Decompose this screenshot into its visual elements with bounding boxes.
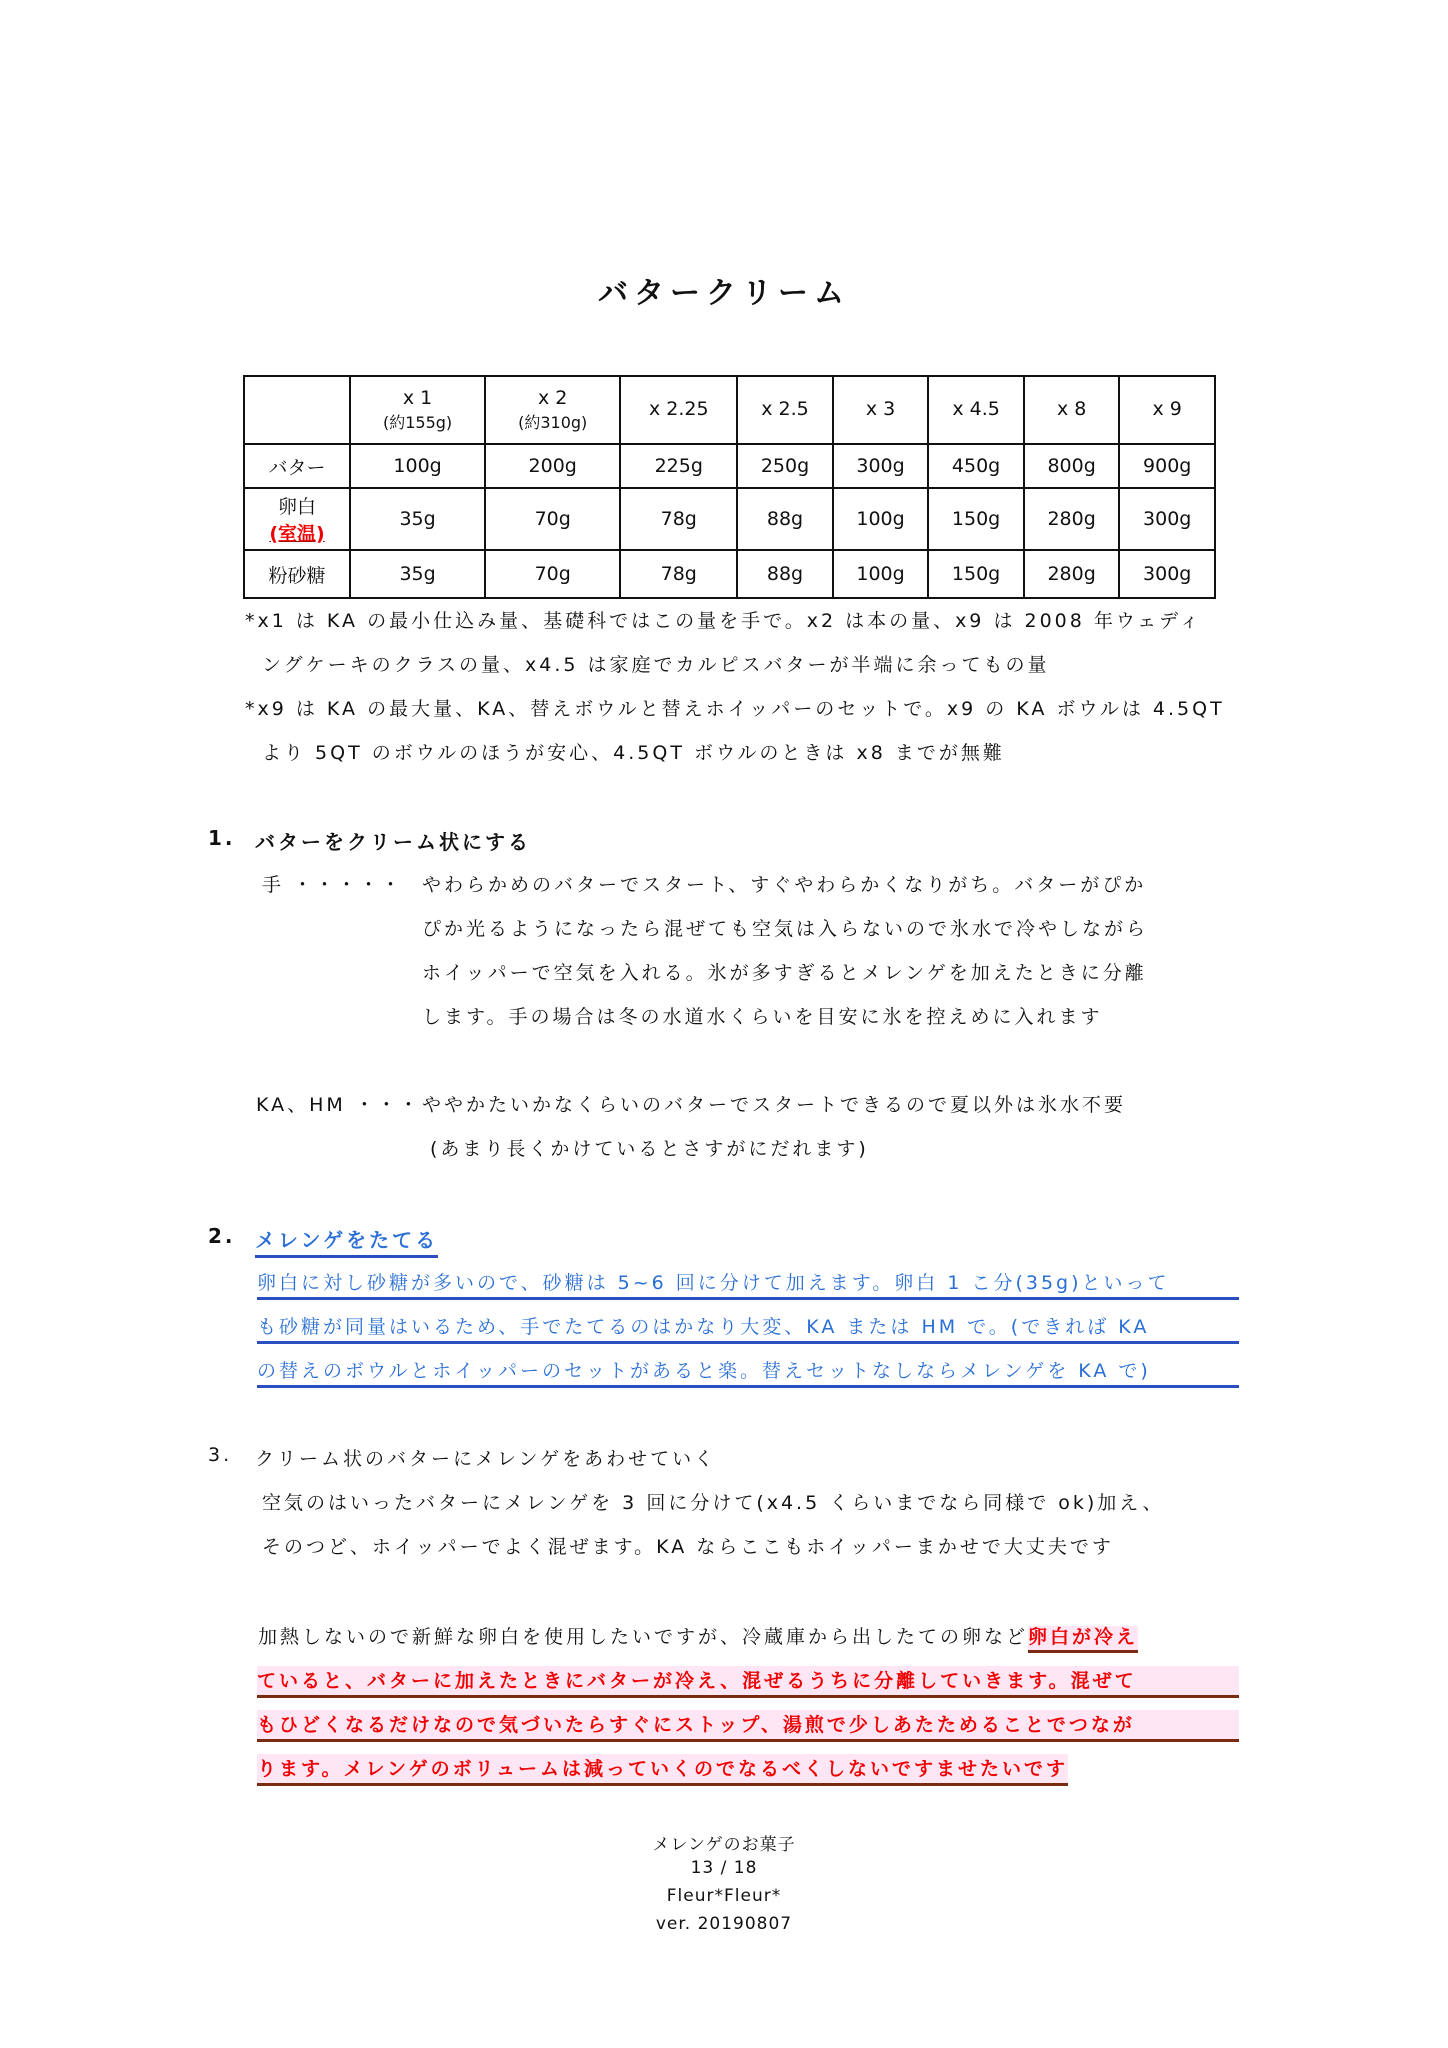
step2-heading: メレンゲをたてる xyxy=(255,1224,438,1258)
warning-line: ります。メレンゲのボリュームは減っていくのでなるべくしないですませたいです xyxy=(257,1754,1068,1786)
header-cell: x 4.5 xyxy=(928,376,1024,444)
step2-line: の替えのボウルとホイッパーのセットがあると楽。替えセットなしならメレンゲを KA で) xyxy=(257,1356,1239,1388)
row-label: 粉砂糖 xyxy=(244,550,350,598)
page-title: バタークリーム xyxy=(598,276,850,311)
approx-weight: (約310g) xyxy=(518,413,588,433)
cell: 100g xyxy=(350,444,485,488)
approx-weight: (約155g) xyxy=(382,413,453,433)
table-header-row xyxy=(244,376,1215,444)
header-cell: x 9 xyxy=(1119,376,1215,444)
cell: 280g xyxy=(1024,550,1120,598)
step3-line: 空気のはいったバターにメレンゲを 3 回に分けて(x4.5 くらいまでなら同様で ok)加え、 xyxy=(262,1492,1165,1514)
multiplier: x 1 xyxy=(402,387,433,410)
note-line: より 5QT のボウルのほうが安心、4.5QT ボウルのときは x8 までが無難 xyxy=(262,742,1005,764)
ka-line: ややかたいかなくらいのバターでスタートできるので夏以外は氷水不要 xyxy=(422,1094,1127,1116)
cell: 450g xyxy=(928,444,1024,488)
cell: 88g xyxy=(737,488,833,550)
note-line: ングケーキのクラスの量、x4.5 は家庭でカルピスバターが半端に余ってもの量 xyxy=(262,654,1050,676)
cell: 800g xyxy=(1024,444,1120,488)
ka-label: KA、HM ・・・ xyxy=(256,1094,421,1116)
cell: 250g xyxy=(737,444,833,488)
room-temp-note: (室温) xyxy=(269,523,325,545)
warning-line: ていると、バターに加えたときにバターが冷え、混ぜるうちに分離していきます。混ぜて xyxy=(257,1666,1239,1698)
table-row xyxy=(244,550,1215,598)
warning-line: もひどくなるだけなので気づいたらすぐにストップ、湯煎で少しあたためることでつなが xyxy=(257,1710,1239,1742)
table-row xyxy=(244,488,1215,550)
cell: 70g xyxy=(485,550,620,598)
cell: 150g xyxy=(928,488,1024,550)
step2-line: も砂糖が同量はいるため、手でたてるのはかなり大変、KA または HM で。(できれば KA xyxy=(257,1312,1239,1344)
cell: 150g xyxy=(928,550,1024,598)
footer-page-number: 13 / 18 xyxy=(690,1858,758,1878)
step3-heading: クリーム状のバターにメレンゲをあわせていく xyxy=(255,1448,717,1470)
cell: 300g xyxy=(1119,488,1215,550)
warning-highlight: 卵白が冷え xyxy=(1028,1626,1138,1653)
row-label xyxy=(244,488,350,550)
footer-book-title: メレンゲのお菓子 xyxy=(652,1835,796,1855)
note-line: *x9 は KA の最大量、KA、替えボウルと替えホイッパーのセットで。x9 の KA ボウルは 4.5QT xyxy=(245,698,1225,720)
cell: 70g xyxy=(485,488,620,550)
cell: 200g xyxy=(485,444,620,488)
multiplier: x 2 xyxy=(538,387,568,410)
cell: 300g xyxy=(833,444,929,488)
cell: 280g xyxy=(1024,488,1120,550)
step3-line: そのつど、ホイッパーでよく混ぜます。KA ならここもホイッパーまかせで大丈夫です xyxy=(262,1536,1114,1558)
cell: 900g xyxy=(1119,444,1215,488)
hand-label: 手 ・・・・・ xyxy=(262,874,404,896)
cell: 78g xyxy=(620,488,737,550)
cell: 78g xyxy=(620,550,737,598)
step1-number: 1. xyxy=(208,826,236,850)
ka-line: (あまり長くかけているとさすがにだれます) xyxy=(430,1138,869,1160)
cell: 88g xyxy=(737,550,833,598)
cell: 100g xyxy=(833,488,929,550)
header-cell: x 2.25 xyxy=(620,376,737,444)
header-cell: x 8 xyxy=(1024,376,1120,444)
cell: 35g xyxy=(350,550,485,598)
table-row xyxy=(244,444,1215,488)
header-cell: x 2.5 xyxy=(737,376,833,444)
hand-line: します。手の場合は冬の水道水くらいを目安に氷を控えめに入れます xyxy=(422,1006,1103,1028)
cell: 35g xyxy=(350,488,485,550)
cell: 225g xyxy=(620,444,737,488)
warning-intro-text: 加熱しないので新鮮な卵白を使用したいですが、冷蔵庫から出したての卵など xyxy=(258,1626,1029,1648)
hand-line: ぴか光るようになったら混ぜても空気は入らないので氷水で冷やしながら xyxy=(422,918,1149,940)
note-line: *x1 は KA の最小仕込み量、基礎科ではこの量を手で。x2 は本の量、x9 は 2008 年ウェディ xyxy=(245,610,1202,632)
footer-author: Fleur*Fleur* xyxy=(666,1886,782,1906)
header-cell xyxy=(244,376,350,444)
row-label-text: 卵白 xyxy=(277,496,316,518)
hand-line: やわらかめのバターでスタート、すぐやわらかくなりがち。バターがぴか xyxy=(422,874,1147,896)
header-cell xyxy=(350,376,485,444)
row-label: バター xyxy=(244,444,350,488)
header-cell: x 3 xyxy=(833,376,929,444)
hand-line: ホイッパーで空気を入れる。氷が多すぎるとメレンゲを加えたときに分離 xyxy=(422,962,1147,984)
footer-version: ver. 20190807 xyxy=(655,1914,793,1934)
step2-line: 卵白に対し砂糖が多いので、砂糖は 5~6 回に分けて加えます。卵白 1 こ分(35g)といって xyxy=(257,1268,1239,1300)
header-cell xyxy=(485,376,620,444)
cell: 100g xyxy=(833,550,929,598)
warning-intro xyxy=(258,1622,1138,1649)
step1-heading: バターをクリーム状にする xyxy=(255,830,531,854)
cell: 300g xyxy=(1119,550,1215,598)
recipe-table xyxy=(243,375,1216,599)
step2-number: 2. xyxy=(208,1224,236,1248)
step3-number: 3. xyxy=(208,1444,233,1466)
